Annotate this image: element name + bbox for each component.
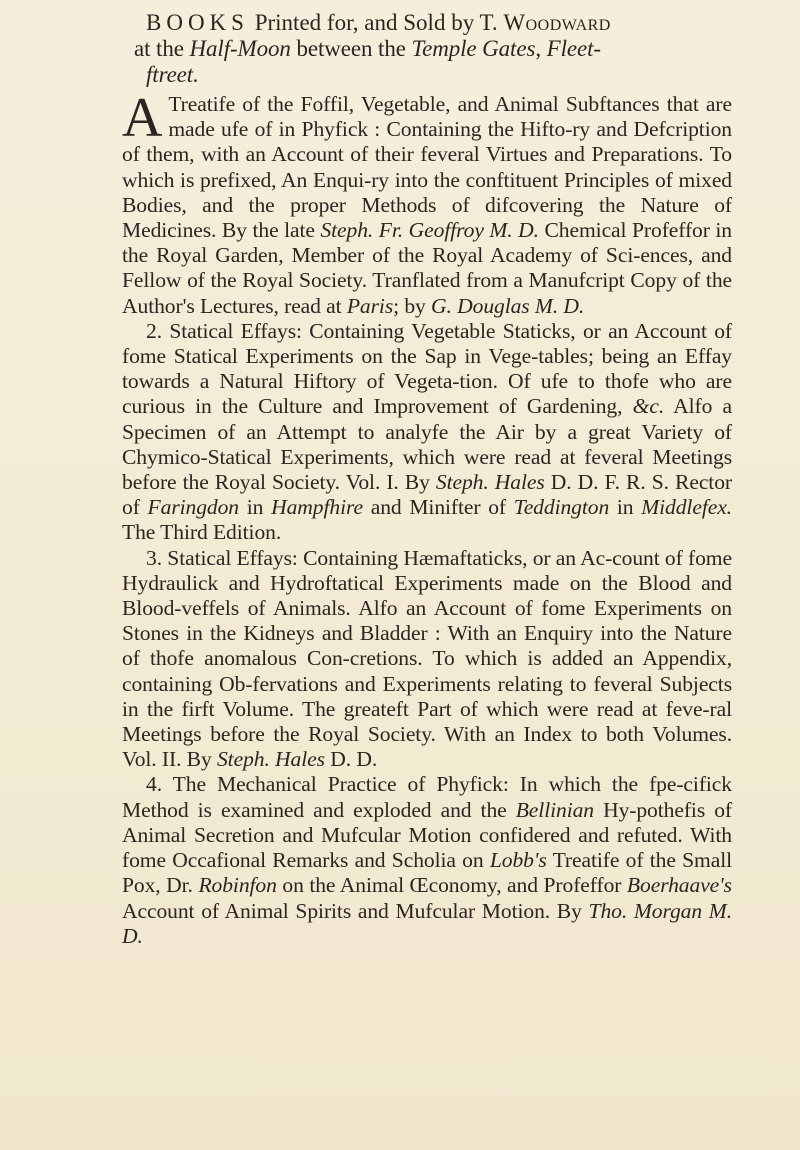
entry-4-author: Tho. Morgan M. D. — [122, 898, 732, 948]
entry-4-text-4: on the Animal Œconomy, and Profeffor — [276, 873, 627, 898]
entry-2-text-7: The Third Edition. — [122, 520, 282, 545]
entry-4-lobb: Lobb's — [489, 848, 547, 873]
entry-1-text-2: Chemical Profeffor in the Royal Garden, Member of the Royal Academy of Sci-ences, and Fellow of the Royal Society. Tranflated from a Manufcript Copy of the Author's Lectures, read at — [122, 218, 733, 318]
entry-2-text-1: 2. Statical Effays: Containing Vegetable Staticks, or an Account of fome Statical Experiments on the Sap in Vege-tables; being an Effay towards a Natural Hiftory of Vegeta-tion. Of ufe to thofe who are curious in the Culture and Improvement of Gardening, — [122, 318, 732, 419]
entry-1-author: Steph. Fr. Geoffroy M. D. — [320, 218, 539, 243]
heading-printed-for: Printed for, and Sold by T. — [248, 10, 504, 35]
entry-4-bellinian: Bellinian — [515, 797, 594, 822]
entry-3-author: Steph. Hales — [216, 747, 325, 772]
page-heading — [122, 10, 732, 88]
entry-2-text-6: in — [609, 495, 642, 520]
entry-2-text-3: D. D. F. R. S. Rector of — [122, 470, 732, 520]
entry-1-translator: G. Douglas M. D. — [431, 293, 585, 318]
advertisement-text — [122, 10, 732, 949]
entry-1-text-1: Treatife of the Foffil, Vegetable, and Animal Subftances that are made ufe of in Phyfick : Containing the Hifto-ry and Defcription of them, with an Account of their feveral Virtues and Preparations. To which is prefixed, An Enqui-ry into the conftituent Principles of mixed Bodies, and the proper Methods of difcovering the Nature of Medicines. By the late — [122, 92, 732, 243]
heading-fleet: Fleet- — [546, 36, 601, 61]
heading-street: ftreet. — [146, 62, 199, 87]
heading-line-1 — [146, 10, 732, 36]
entry-4-text-2: Hy-pothefis of Animal Secretion and Mufcular Motion confidered and refuted. With fome Occafional Remarks and Scholia on — [122, 797, 732, 873]
heading-books: BOOKS — [146, 10, 249, 35]
entry-2-text-5: and Minifter of — [362, 495, 514, 520]
entry-2-place-1: Faringdon — [147, 495, 240, 520]
entry-4-robinson: Robinfon — [198, 873, 277, 898]
heading-line-3 — [146, 62, 732, 88]
drop-capital: A — [122, 87, 163, 149]
entry-4-text-5: Account of Animal Spirits and Mufcular Motion. By — [122, 898, 589, 923]
heading-comma: , — [535, 36, 547, 61]
entry-2-author: Steph. Hales — [435, 470, 545, 495]
heading-line-2 — [134, 36, 732, 62]
heading-temple-gates: Temple Gates — [411, 36, 536, 61]
entry-3-text-2: D. D. — [324, 747, 378, 772]
heading-sign-name: Half-Moon — [189, 36, 291, 61]
entry-2-text-4: in — [239, 495, 272, 520]
entry-4 — [122, 772, 732, 948]
heading-at-the: at the — [134, 36, 190, 61]
heading-bookseller-name: Woodward — [503, 10, 611, 35]
entry-2-place-2: Hampfhire — [271, 495, 363, 520]
entry-2 — [122, 319, 732, 546]
entry-2-place-3: Teddington — [513, 495, 610, 520]
entry-2-text-2: Alfo a Specimen of an Attempt to analyfe the Air by a great Variety of Chymico-Statical Experiments, which were read at feveral Meetings before the Royal Society. Vol. I. By — [122, 394, 732, 495]
heading-between: between the — [290, 36, 412, 61]
entry-1-place: Paris — [346, 293, 394, 318]
entry-4-boerhaave: Boerhaave's — [626, 873, 732, 898]
entry-1 — [122, 87, 733, 319]
entry-1-text-3: ; by — [393, 293, 432, 318]
entry-3-text-1: 3. Statical Effays: Containing Hæmaftaticks, or an Ac-count of fome Hydraulick and Hydroftatical Experiments made on the Blood and Blood-veffels of Animals. Alfo an Account of fome Experiments on Stones in the Kidneys and Bladder : With an Enquiry into the Nature of thofe anomalous Con-cretions. To which is added an Appendix, containing Ob-fervations and Experiments relating to feveral Subjects in the firft Volume. The greateft Part of which were read at feve-ral Meetings before the Royal Society. With an Index to both Volumes. Vol. II. By — [122, 545, 732, 772]
entry-3 — [122, 546, 732, 773]
entry-2-etc: &c. — [632, 394, 665, 419]
entry-2-place-4: Middlefex. — [641, 495, 732, 520]
entry-4-text-3: Treatife of the Small Pox, Dr. — [122, 848, 732, 898]
entry-4-text-1: 4. The Mechanical Practice of Phyfick: In which the fpe-cifick Method is examined and exploded and the — [122, 772, 732, 822]
